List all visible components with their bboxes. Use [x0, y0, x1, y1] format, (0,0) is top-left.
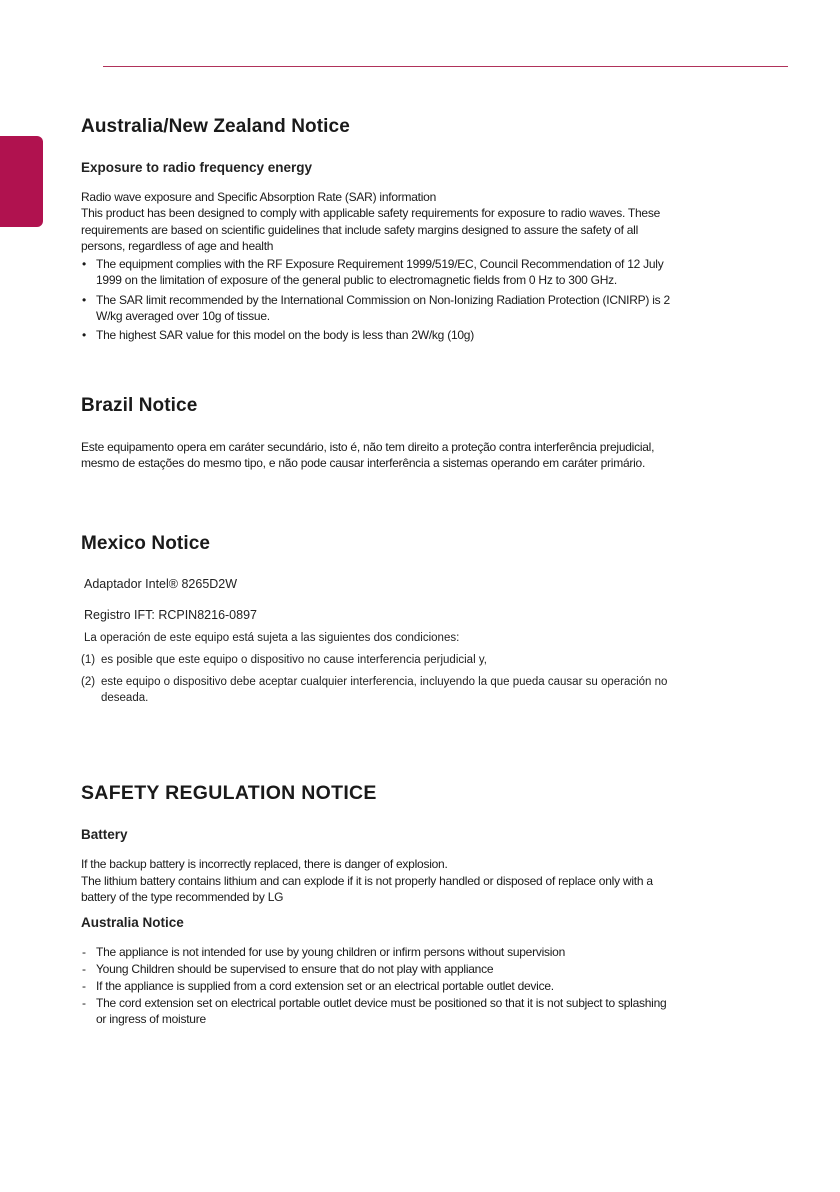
list-item: • The highest SAR value for this model on the body is less than 2W/kg (10g) — [81, 327, 671, 343]
australia-nz-section — [81, 116, 671, 344]
battery-subtitle: Battery — [81, 827, 128, 843]
safety-title: SAFETY REGULATION NOTICE — [81, 782, 377, 805]
australia-notice-subtitle: Australia Notice — [81, 915, 184, 931]
condition-item — [81, 652, 671, 668]
condition-number: (1) — [81, 654, 96, 667]
sar-info-line: Radio wave exposure and Specific Absorption Rate (SAR) information — [81, 190, 437, 204]
australia-nz-title: Australia/New Zealand Notice — [81, 116, 350, 137]
condition-item — [81, 674, 671, 706]
brazil-paragraph: Este equipamento opera em caráter secundário, isto é, não tem direito a proteção contra interferência prejudicial, mesmo de estações do mesmo tipo, e não pode causar interferência a sistemas operando em caráter primário. — [81, 439, 655, 470]
mexico-body — [81, 577, 671, 706]
safety-section — [81, 782, 671, 1027]
registro-line: Registro IFT: RCPIN8216-0897 — [84, 608, 257, 623]
mexico-title: Mexico Notice — [81, 533, 211, 555]
condition-number: (2) — [81, 676, 96, 689]
brazil-section — [81, 395, 671, 472]
list-item: • The equipment complies with the RF Exposure Requirement 1999/519/EC, Council Recommendation of 12 July 1999 on the limitation of exposure of the general public to electromagnetic fields from 0 Hz to 300 GHz. — [81, 256, 671, 289]
condition-text: este equipo o dispositivo debe aceptar cualquier interferencia, incluyendo la que pueda causar su operación no deseada. — [101, 676, 668, 705]
brazil-title: Brazil Notice — [81, 394, 198, 416]
page-content — [81, 116, 671, 1028]
list-item: • The SAR limit recommended by the International Commission on Non-Ionizing Radiation Protection (ICNIRP) is 2 W/kg averaged over 10g of tissue. — [81, 292, 671, 325]
condition-text: es posible que este equipo o dispositivo no cause interferencia perjudicial y, — [101, 654, 487, 667]
list-item: - If the appliance is supplied from a cord extension set or an electrical portable outlet device. — [81, 978, 671, 994]
section-tab-marker — [0, 136, 43, 227]
list-item: - The cord extension set on electrical portable outlet device must be positioned so that it is not subject to splashing or ingress of moisture — [81, 995, 671, 1028]
rf-exposure-subtitle: Exposure to radio frequency energy — [81, 160, 313, 175]
sar-info-paragraph: This product has been designed to comply with applicable safety requirements for exposure to radio waves. These requirements are based on scientific guidelines that include safety margins designed to assure the safety of all persons, regardless of age and health — [81, 206, 661, 253]
header-rule — [103, 66, 788, 67]
australia-notice-list — [81, 944, 671, 1027]
battery-paragraph-1: If the backup battery is incorrectly replaced, there is danger of explosion. — [81, 857, 448, 872]
sar-bullet-list — [81, 256, 671, 343]
list-item: - Young Children should be supervised to ensure that do not play with appliance — [81, 961, 671, 977]
battery-paragraph-2: The lithium battery contains lithium and can explode if it is not properly handled or disposed of replace only with a battery of the type recommended by LG — [81, 873, 653, 904]
mexico-section — [81, 533, 671, 706]
list-item: - The appliance is not intended for use by young children or infirm persons without supervision — [81, 944, 671, 960]
conditions-intro: La operación de este equipo está sujeta a las siguientes dos condiciones: — [84, 632, 460, 645]
adapter-line: Adaptador Intel® 8265D2W — [84, 577, 238, 592]
